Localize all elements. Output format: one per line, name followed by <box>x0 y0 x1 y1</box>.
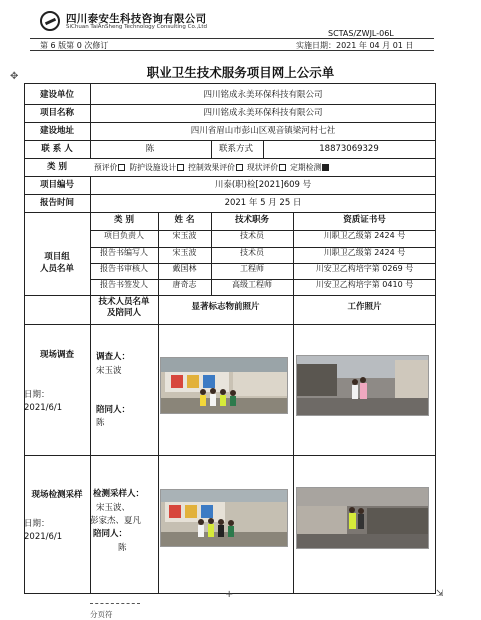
team-cell-title: 工程师 <box>240 264 264 273</box>
category-option-label: 控制效果评价 <box>188 163 235 172</box>
header-divider-bottom <box>30 50 434 51</box>
team-cell-name: 宋玉波 <box>172 248 197 257</box>
detection-date-label: 日期： <box>24 519 50 529</box>
detection-landmark-photo <box>160 489 288 547</box>
team-cell-category: 报告书审核人 <box>100 264 148 273</box>
label-construction-address: 建设地址 <box>39 126 74 136</box>
category-option-label: 预评价 <box>94 163 118 172</box>
samplers-line2: 彭家杰、夏凡 <box>90 516 142 526</box>
investigator-label: 调查人： <box>96 352 131 362</box>
team-cell-name: 唐奇志 <box>172 280 197 289</box>
detection-date: 2021/6/1 <box>24 532 63 542</box>
team-cell-category: 报告书编写人 <box>100 248 148 257</box>
label-contact-person: 联 系 人 <box>41 144 73 154</box>
category-option <box>129 163 184 172</box>
label-category: 类 别 <box>47 162 67 172</box>
category-option <box>94 163 125 172</box>
checkbox-unchecked-icon[interactable] <box>279 164 286 171</box>
col-header-landmark-photo: 显著标志物前照片 <box>191 302 260 312</box>
detection-companion-label: 陪同人： <box>93 529 128 539</box>
col-header-staff: 技术人员名单 及陪同人 <box>98 297 150 318</box>
value-project-name: 四川铭成永美环保科技有限公司 <box>203 108 323 118</box>
team-cell-name: 宋玉波 <box>172 231 197 240</box>
detection-heading: 现场检测采样 <box>31 490 83 500</box>
survey-companion-label: 陪同人： <box>96 405 131 415</box>
detection-work-photo <box>296 487 429 549</box>
checkbox-checked-icon[interactable] <box>322 164 329 171</box>
label-project-name: 项目名称 <box>39 108 74 118</box>
team-cell-title: 高级工程师 <box>232 280 272 289</box>
category-option <box>188 163 243 172</box>
header-divider-top <box>30 38 434 39</box>
category-option-label: 定期检测 <box>290 163 322 172</box>
company-logo-icon <box>40 11 60 31</box>
team-cell-cert: 川安卫乙构培字第 0269 号 <box>315 264 414 273</box>
category-option <box>290 163 329 172</box>
col-header-cert: 资质证书号 <box>343 215 386 225</box>
label-project-no: 项目编号 <box>39 180 74 190</box>
document-code: SCTAS/ZWJL-06L <box>328 29 394 38</box>
survey-date-label: 日期： <box>24 390 50 400</box>
checkbox-unchecked-icon[interactable] <box>177 164 184 171</box>
page-break-line <box>90 603 140 604</box>
value-project-no: 川泰(职)检[2021]609 号 <box>214 180 312 190</box>
checkbox-unchecked-icon[interactable] <box>236 164 243 171</box>
team-cell-title: 技术员 <box>240 248 264 257</box>
team-cell-title: 技术员 <box>240 231 264 240</box>
team-cell-cert: 川职卫乙级第 2424 号 <box>323 248 406 257</box>
survey-heading: 现场调查 <box>39 350 74 360</box>
col-header-work-photo: 工作照片 <box>347 302 382 312</box>
company-name-en: SiChuan TaiAnSheng Technology Consulting Co.,Ltd <box>66 24 207 30</box>
survey-work-photo <box>296 355 429 416</box>
table-move-handle-icon[interactable]: ✥ <box>10 71 19 82</box>
sampler-label: 检测采样人： <box>93 489 145 499</box>
add-row-icon[interactable]: + <box>225 589 234 600</box>
table-resize-handle-icon[interactable]: ⇲ <box>436 589 444 599</box>
label-report-time: 报告时间 <box>39 198 74 208</box>
version-text: 第 6 版第 0 次修订 <box>40 41 109 50</box>
page-title: 职业卫生技术服务项目网上公示单 <box>146 65 335 80</box>
team-cell-category: 报告书签发人 <box>100 280 148 289</box>
value-report-time: 2021 年 5 月 25 日 <box>224 198 302 208</box>
team-cell-cert: 川职卫乙级第 2424 号 <box>323 231 406 240</box>
value-contact-person: 陈 <box>145 144 155 154</box>
category-option <box>247 163 286 172</box>
category-option-label: 防护设施设计 <box>129 163 177 172</box>
label-construction-unit: 建设单位 <box>39 90 74 100</box>
col-header-title: 技术职务 <box>234 215 269 225</box>
samplers-line1: 宋玉波、 <box>96 503 131 513</box>
team-cell-category: 项目负责人 <box>104 231 144 240</box>
value-construction-address: 四川省眉山市彭山区观音镇梁河村七社 <box>190 126 336 136</box>
category-option-label: 现状评价 <box>246 163 279 172</box>
value-contact-phone: 18873069329 <box>319 144 379 154</box>
implementation-date: 实施日期：2021 年 04 月 01 日 <box>296 41 414 50</box>
col-header-name: 姓 名 <box>174 215 195 225</box>
category-options <box>94 162 434 173</box>
investigator-name: 宋玉波 <box>96 366 122 376</box>
team-cell-cert: 川安卫乙构培字第 0410 号 <box>315 280 414 289</box>
survey-date: 2021/6/1 <box>24 403 63 413</box>
detection-companion-name: 陈 <box>118 543 127 553</box>
label-team-group: 项目组 <box>44 252 70 262</box>
checkbox-unchecked-icon[interactable] <box>118 164 125 171</box>
company-name-cn: 四川泰安生科技咨询有限公司 <box>66 13 207 25</box>
label-contact-method: 联系方式 <box>218 144 253 154</box>
col-header-category: 类 别 <box>114 215 134 225</box>
survey-landmark-photo <box>160 357 288 414</box>
page-break-label: 分页符 <box>90 610 113 619</box>
value-construction-unit: 四川铭成永美环保科技有限公司 <box>203 90 323 100</box>
label-team-members: 人员名单 <box>39 264 74 274</box>
survey-companion-name: 陈 <box>96 418 105 428</box>
team-cell-name: 戴国林 <box>172 264 197 273</box>
